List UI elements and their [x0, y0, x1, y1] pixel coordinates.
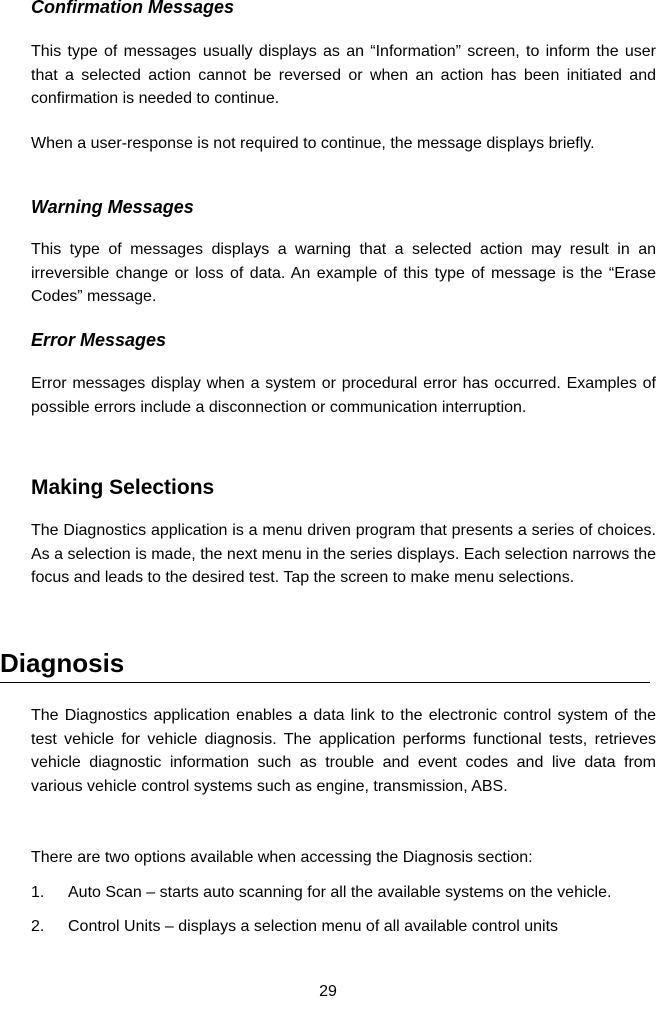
making-selections-paragraph: The Diagnostics application is a menu driven program that presents a series of choices. As a selection is made, the next menu in the series displays. Each selection narrows the focus and leads to the desired test. Tap the screen to make menu selections.: [31, 522, 656, 586]
warning-messages-heading: Warning Messages: [31, 197, 194, 217]
page-number: 29: [319, 983, 337, 1000]
list-item-text: Control Units – displays a selection menu of all available control units: [68, 917, 559, 935]
list-item-number: 1.: [31, 884, 45, 901]
confirmation-paragraph-1: This type of messages usually displays as an “Information” screen, to inform the user that a selected action cannot be reversed or when an action has been initiated and confirmation is needed to continue.: [31, 43, 656, 107]
warning-paragraph: This type of messages displays a warning that a selected action may result in an irreversible change or loss of data. An example of this type of message is the “Erase Codes” message.: [31, 241, 656, 305]
error-messages-heading: Error Messages: [31, 330, 167, 350]
confirmation-messages-heading: Confirmation Messages: [31, 0, 235, 17]
diagnosis-paragraph-2: There are two options available when accessing the Diagnosis section:: [31, 849, 533, 866]
list-item: [31, 881, 656, 905]
diagnosis-options-list: [31, 881, 656, 938]
diagnosis-chapter-heading: Diagnosis: [0, 646, 650, 683]
error-paragraph: Error messages display when a system or procedural error has occurred. Examples of possible errors include a disconnection or communication interruption.: [31, 375, 656, 416]
list-item-text: Auto Scan – starts auto scanning for all the available systems on the vehicle.: [68, 884, 612, 901]
list-item: [31, 915, 656, 939]
diagnosis-paragraph-1: The Diagnostics application enables a data link to the electronic control system of the test vehicle for vehicle diagnosis. The application performs functional tests, retrieves vehicle diagnostic information such as trouble and event codes and live data from various vehicle control systems such as engine, transmission, ABS.: [31, 707, 656, 795]
making-selections-heading: Making Selections: [31, 476, 215, 499]
confirmation-paragraph-2: When a user-response is not required to continue, the message displays briefly.: [31, 135, 595, 152]
list-item-number: 2.: [31, 917, 45, 935]
